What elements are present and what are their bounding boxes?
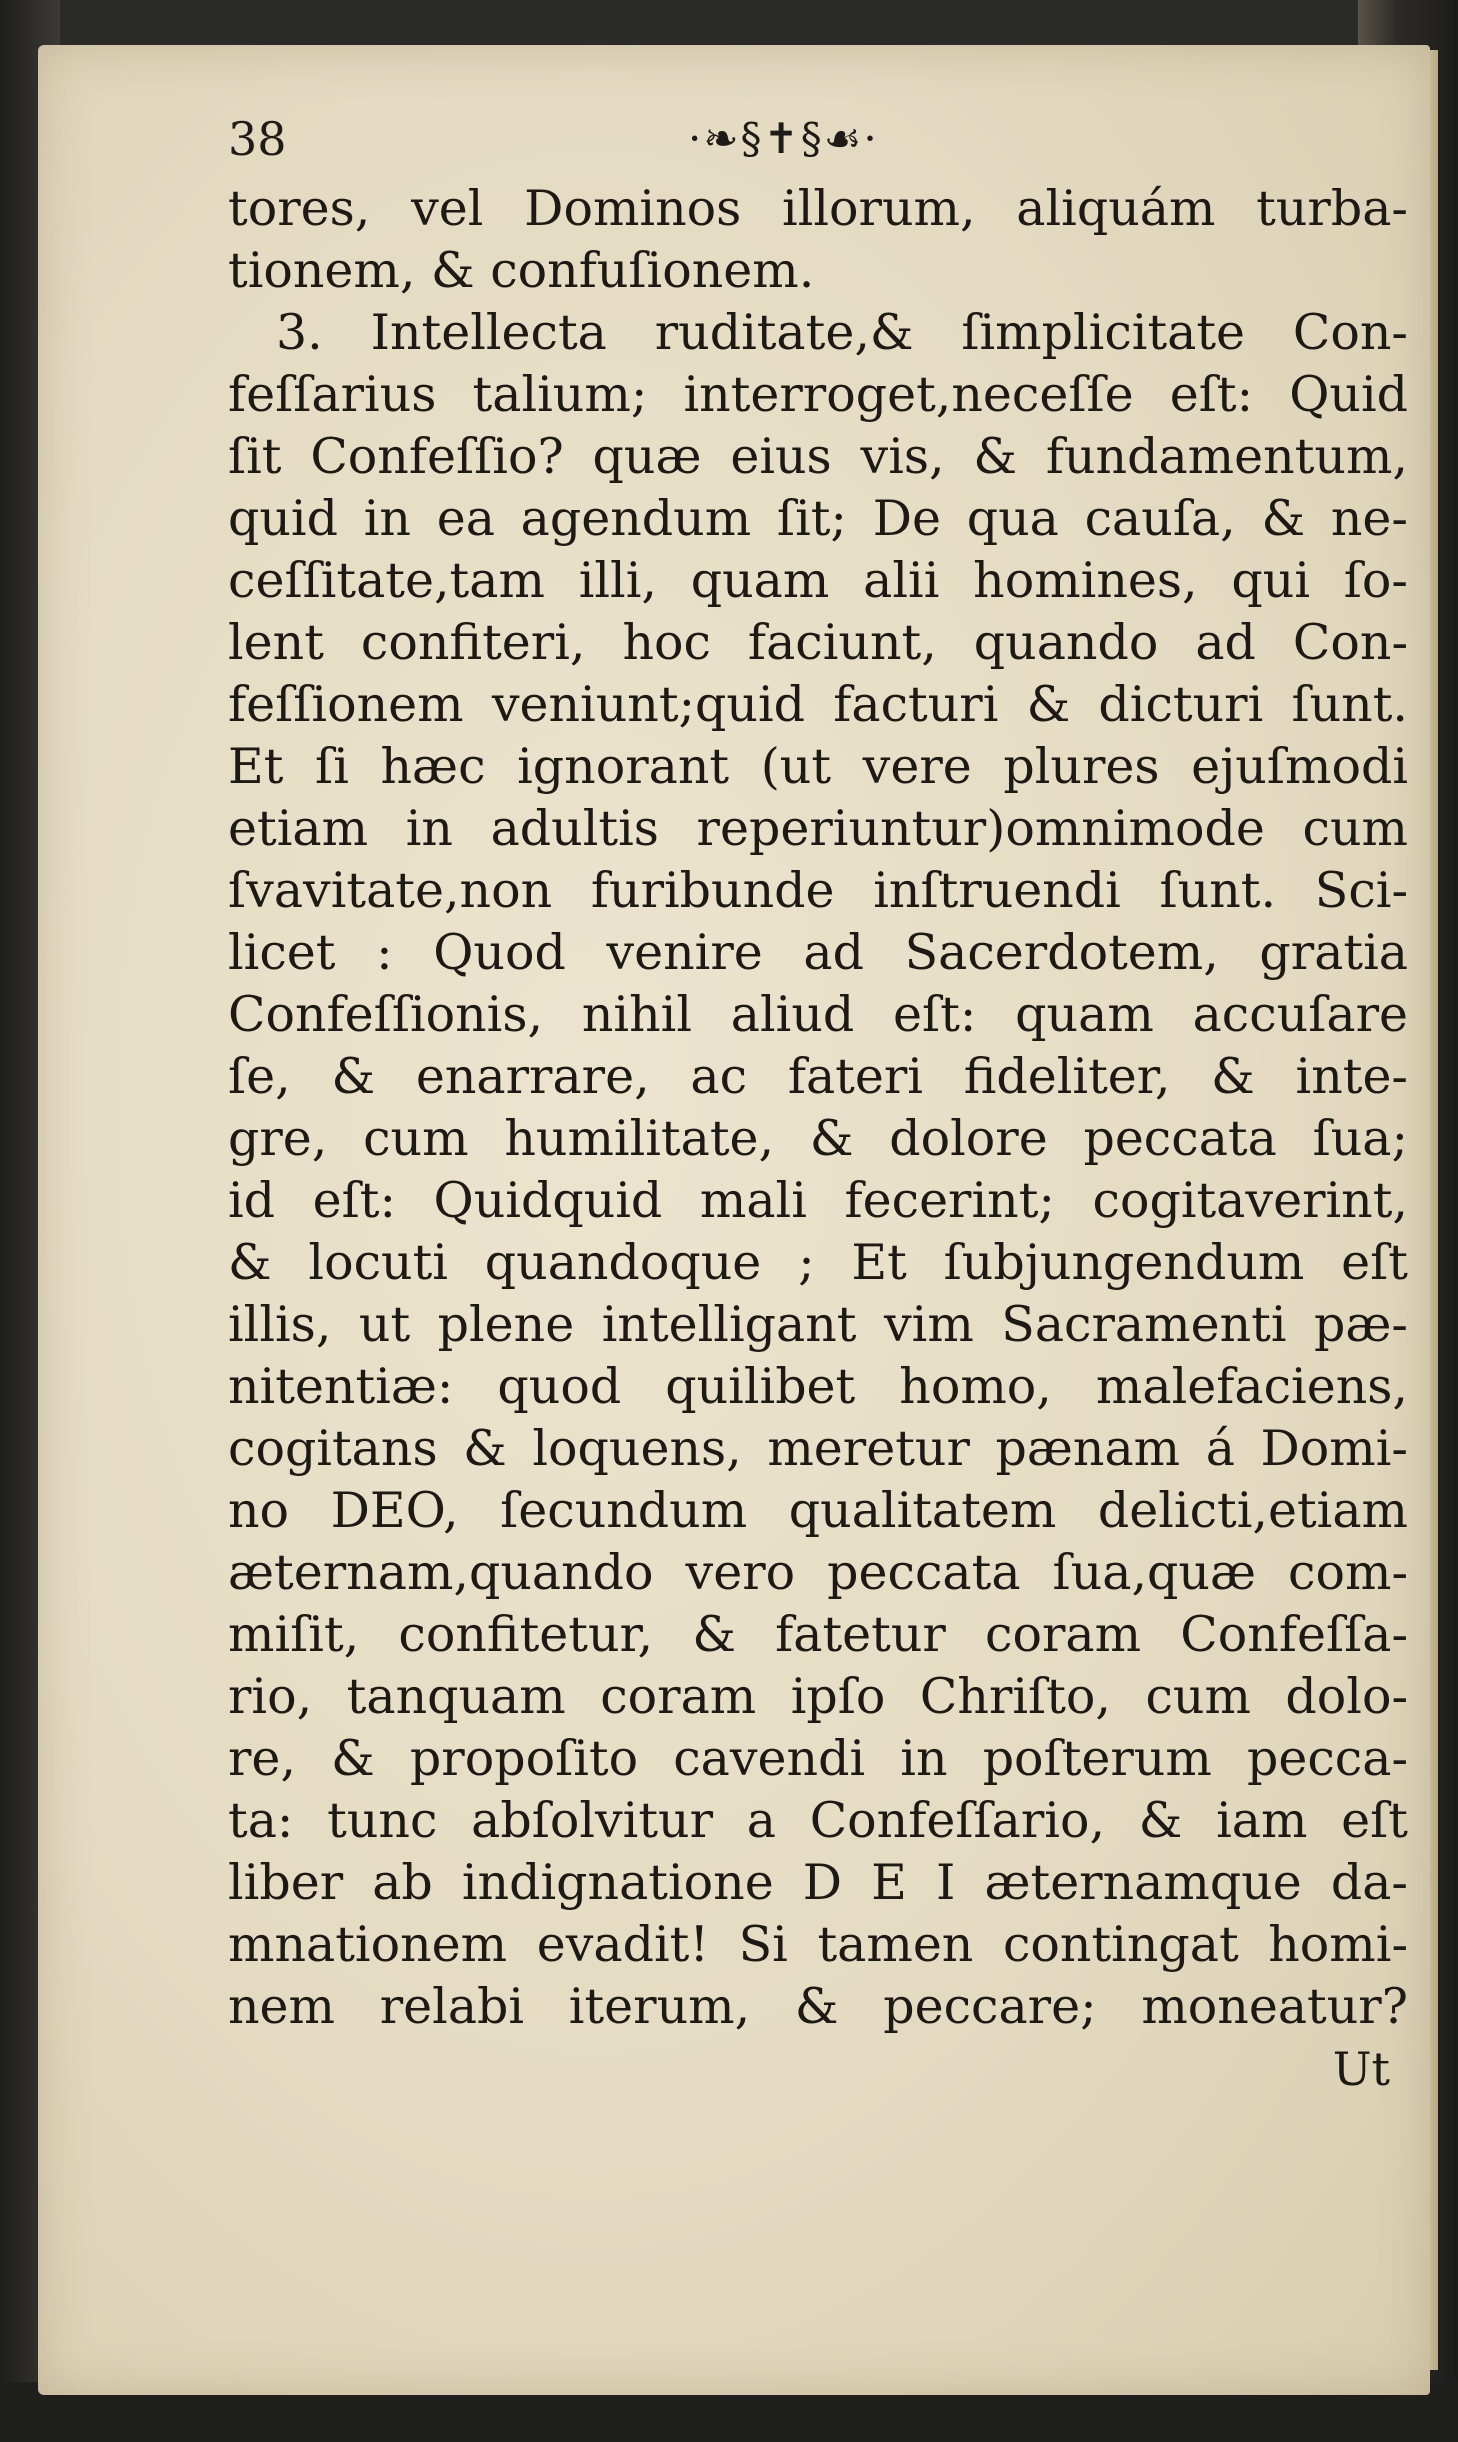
text-line: 3. Intellecta ruditate,& ſimplicitate Con- [276, 304, 1408, 361]
text-line: illis, ut plene intelligant vim Sacramenti pæ- [228, 1296, 1408, 1353]
text-line: feſſarius talium; interroget,neceſſe eſt: Quid [228, 366, 1408, 423]
text-line: quid in ea agendum ſit; De qua cauſa, & ne- [228, 490, 1408, 547]
text-line: re, & propoſito cavendi in poſterum pecca- [228, 1730, 1408, 1787]
text-line: æternam,quando vero peccata ſua,quæ com- [228, 1544, 1408, 1601]
text-line: licet : Quod venire ad Sacerdotem, gratia [228, 924, 1408, 981]
text-line: id eſt: Quidquid mali fecerint; cogitaverint, [228, 1172, 1408, 1229]
text-line: feſſionem veniunt;quid facturi & dicturi ſunt. [228, 676, 1408, 733]
text-line: tionem, & confuſionem. [228, 242, 815, 299]
text-line: Confeſſionis, nihil aliud eſt: quam accuſare [228, 986, 1408, 1043]
text-line: tores, vel Dominos illorum, aliquám turba- [228, 180, 1408, 237]
text-line: cogitans & loquens, meretur pænam á Domi- [228, 1420, 1408, 1477]
text-line: ſit Confeſſio? quæ eius vis, & fundamentum, [228, 428, 1408, 485]
text-line: no DEO, ſecundum qualitatem delicti,etiam [228, 1482, 1408, 1539]
catchword-row [228, 2038, 1408, 2100]
text-line: nitentiæ: quod quilibet homo, malefaciens, [228, 1358, 1408, 1415]
text-line: lent confiteri, hoc faciunt, quando ad Con- [228, 614, 1408, 671]
text-body [228, 178, 1408, 2100]
header-ornament: ·❧§✝§☙· [688, 114, 879, 163]
text-line: Et ſi hæc ignorant (ut vere plures ejuſmodi [228, 738, 1408, 795]
text-line: & locuti quandoque ; Et ſubjungendum eſt [228, 1234, 1408, 1291]
text-line: ta: tunc abſolvitur a Confeſſario, & iam eſt [228, 1792, 1408, 1849]
text-line: etiam in adultis reperiuntur)omnimode cum [228, 800, 1408, 857]
text-line: rio, tanquam coram ipſo Chriſto, cum dolo- [228, 1668, 1408, 1725]
text-line: ſe, & enarrare, ac fateri fideliter, & inte- [228, 1048, 1408, 1105]
text-line: mnationem evadit! Si tamen contingat homi- [228, 1916, 1408, 1973]
text-line: liber ab indignatione D E I æternamque da- [228, 1854, 1408, 1911]
text-line: nem relabi iterum, & peccare; moneatur? [228, 1978, 1408, 2035]
text-line: ſvavitate,non furibunde inſtruendi ſunt. Sci- [228, 862, 1408, 919]
catchword: Ut [1332, 2042, 1390, 2096]
text-line: ceſſitate,tam illi, quam alii homines, qui ſo- [228, 552, 1408, 609]
text-line: gre, cum humilitate, & dolore peccata ſua; [228, 1110, 1408, 1167]
page-header [228, 112, 1428, 172]
page-number: 38 [228, 112, 287, 166]
text-line: miſit, confitetur, & fatetur coram Confeſſa- [228, 1606, 1408, 1663]
